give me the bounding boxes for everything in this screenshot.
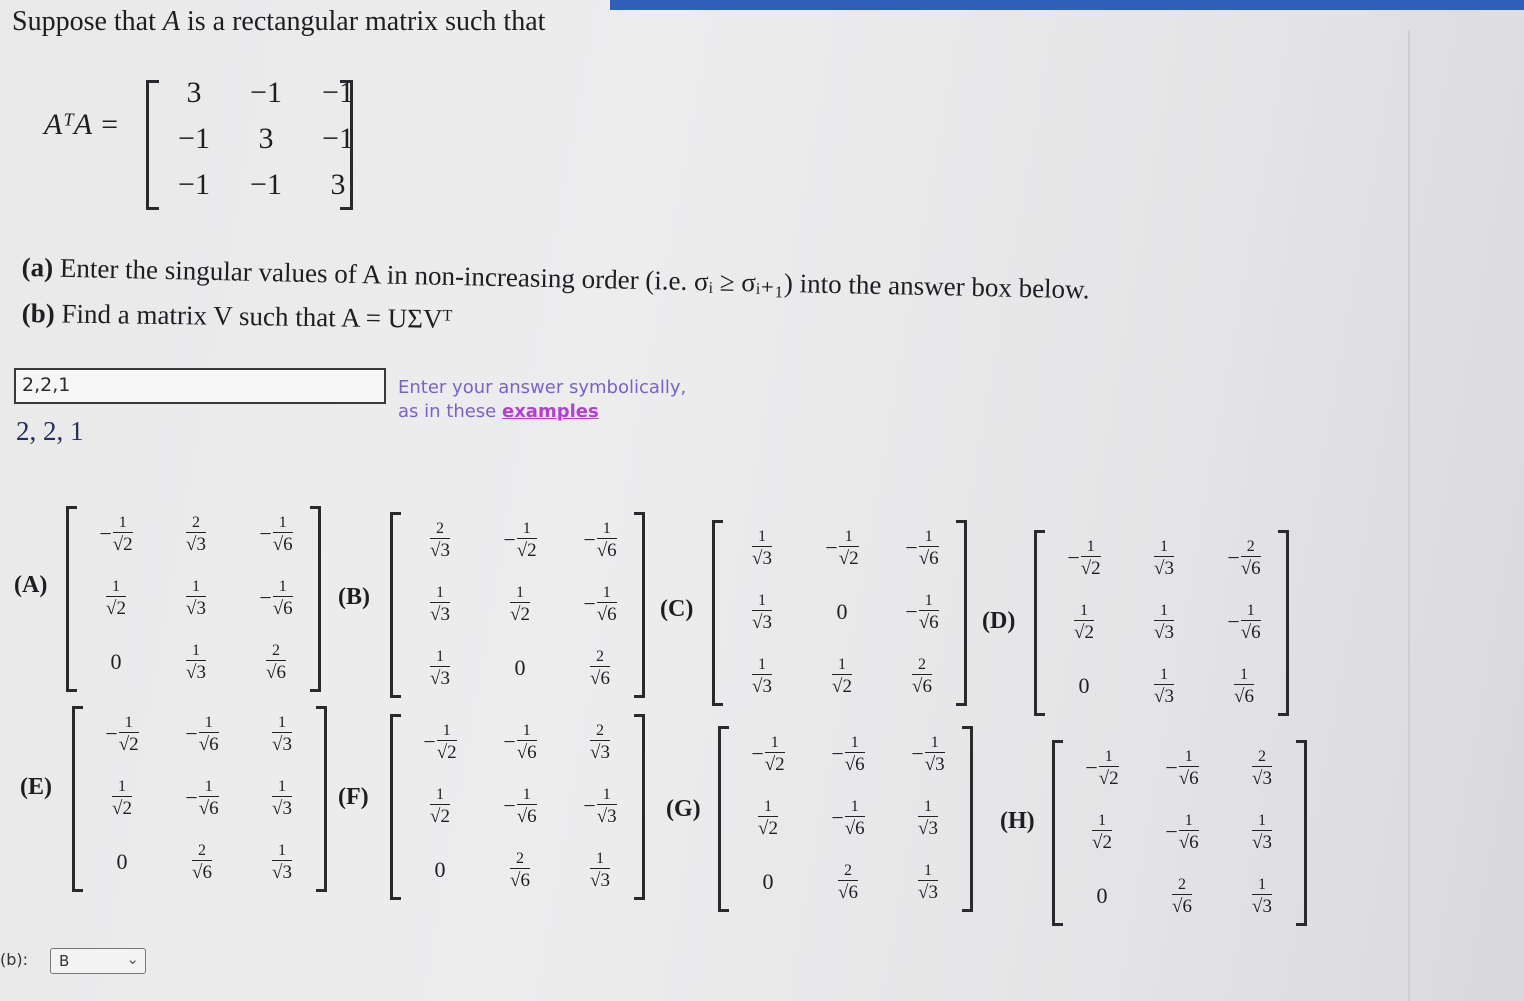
singular-values-input[interactable]: 2,2,1 [14,368,386,404]
matrix-entry: $\frac{1}{√2}$ [832,655,852,697]
matrix-entry: $\frac{2}{√6}$ [192,841,212,883]
matrix-entry: 0 [1096,883,1108,908]
option-label: (F) [338,784,369,810]
matrix-entry: 0 [1078,673,1090,698]
option-label: (B) [338,584,370,610]
matrix-entry: $\frac{1}{√3}$ [1154,537,1174,579]
ata-matrix [158,76,374,214]
matrix-entry: $\frac{1}{√3}$ [918,861,938,903]
matrix-entry: − $\frac{1}{√3}$ [583,785,617,827]
ata-cell: 3 [186,76,202,109]
matrix-entry: − $\frac{1}{√6}$ [831,733,865,775]
option-label: (G) [666,796,701,822]
matrix-entry: $\frac{2}{√6}$ [912,655,932,697]
answer-preview: 2, 2, 1 [16,416,84,446]
chevron-down-icon: ⌄ [126,950,139,968]
matrix-entry: 0 [762,869,774,894]
matrix-entry: 0 [110,649,122,674]
matrix-entry: − $\frac{1}{√2}$ [751,733,785,775]
answer-b-select[interactable]: B ⌄ [50,948,146,974]
matrix-entry: $\frac{1}{√2}$ [430,785,450,827]
matrix-entry: $\frac{1}{√3}$ [186,641,206,683]
option-label: (C) [660,596,694,622]
matrix-entry: − $\frac{1}{√2}$ [503,519,537,561]
ata-cell: 3 [330,168,346,201]
ata-cell: −1 [250,76,282,109]
answer-hint: Enter your answer symbolically, as in these examples [398,377,687,422]
matrix-entry: 0 [116,849,128,874]
matrix-entry: $\frac{1}{√3}$ [752,527,772,569]
matrix-entry: $\frac{1}{√2}$ [510,583,530,625]
matrix-entry: − $\frac{1}{√6}$ [905,591,939,633]
matrix-entry: $\frac{1}{√3}$ [430,583,450,625]
matrix-entry: − $\frac{1}{√2}$ [1067,537,1101,579]
examples-link[interactable]: examples [501,401,599,422]
ata-label: AᵀA = [44,108,120,141]
matrix-entry: $\frac{1}{√3}$ [1154,601,1174,643]
option-matrix [1044,526,1284,718]
matrix-entry: $\frac{1}{√3}$ [430,647,450,689]
matrix-entry: − $\frac{1}{√6}$ [503,785,537,827]
option-matrix [76,502,316,694]
matrix-entry: $\frac{2}{√6}$ [266,641,286,683]
ata-cell: −1 [178,122,210,155]
option-label: (E) [20,774,52,800]
option-matrix [400,508,640,700]
matrix-entry: − $\frac{1}{√6}$ [259,577,293,619]
matrix-entry: $\frac{1}{√2}$ [1092,811,1112,853]
matrix-entry: $\frac{2}{√3}$ [1252,747,1272,789]
ata-cell: −1 [322,76,354,109]
matrix-entry: 0 [514,655,526,680]
matrix-entry: $\frac{1}{√3}$ [752,655,772,697]
matrix-entry: $\frac{2}{√6}$ [510,849,530,891]
problem-intro: Suppose that A is a rectangular matrix such that [12,6,546,37]
matrix-entry: − $\frac{1}{√2}$ [99,513,133,555]
matrix-entry: − $\frac{1}{√2}$ [1085,747,1119,789]
matrix-entry: − $\frac{1}{√6}$ [503,721,537,763]
matrix-entry: $\frac{2}{√6}$ [590,647,610,689]
matrix-entry: $\frac{1}{√2}$ [112,777,132,819]
matrix-entry: − $\frac{1}{√2}$ [825,527,859,569]
matrix-entry: − $\frac{1}{√6}$ [185,777,219,819]
option-matrix [1062,736,1302,928]
matrix-entry: − $\frac{1}{√6}$ [185,713,219,755]
matrix-entry: $\frac{1}{√3}$ [752,591,772,633]
select-label: (b): [0,950,29,969]
matrix-entry: $\frac{2}{√3}$ [590,721,610,763]
matrix-entry: − $\frac{1}{√6}$ [831,797,865,839]
matrix-entry: − $\frac{2}{√6}$ [1227,537,1261,579]
option-label: (A) [14,572,48,598]
option-label: (D) [982,608,1016,634]
matrix-entry: − $\frac{1}{√6}$ [259,513,293,555]
matrix-entry: $\frac{1}{√3}$ [918,797,938,839]
matrix-entry: $\frac{1}{√3}$ [1252,811,1272,853]
option-matrix [722,516,962,708]
matrix-entry: − $\frac{1}{√6}$ [1227,601,1261,643]
matrix-entry: $\frac{2}{√6}$ [1172,875,1192,917]
matrix-entry: 0 [434,857,446,882]
matrix-entry: $\frac{1}{√2}$ [758,797,778,839]
matrix-entry: $\frac{1}{√2}$ [106,577,126,619]
matrix-entry: $\frac{1}{√2}$ [1074,601,1094,643]
matrix-entry: − $\frac{1}{√2}$ [105,713,139,755]
ata-cell: −1 [178,168,210,201]
matrix-entry: $\frac{1}{√3}$ [1252,875,1272,917]
matrix-entry: $\frac{2}{√6}$ [838,861,858,903]
page-edge [1408,30,1410,1001]
matrix-entry: 0 [836,599,848,624]
matrix-entry: − $\frac{1}{√6}$ [1165,747,1199,789]
matrix-entry: $\frac{1}{√3}$ [186,577,206,619]
matrix-entry: $\frac{1}{√3}$ [272,841,292,883]
option-label: (H) [1000,808,1035,834]
option-matrix [400,710,640,902]
part-b: (b) Find a matrix V such that A = UΣVᵀ [21,298,453,335]
top-accent-bar [610,0,1524,10]
matrix-entry: $\frac{2}{√3}$ [186,513,206,555]
matrix-entry: $\frac{2}{√3}$ [430,519,450,561]
matrix-entry: − $\frac{1}{√6}$ [1165,811,1199,853]
matrix-entry: $\frac{1}{√3}$ [1154,665,1174,707]
ata-cell: −1 [250,168,282,201]
matrix-entry: $\frac{1}{√3}$ [272,777,292,819]
ata-cell: 3 [258,122,274,155]
matrix-entry: $\frac{1}{√3}$ [272,713,292,755]
ata-cell: −1 [322,122,354,155]
matrix-entry: − $\frac{1}{√6}$ [583,519,617,561]
matrix-entry: − $\frac{1}{√3}$ [911,733,945,775]
matrix-entry: − $\frac{1}{√6}$ [583,583,617,625]
matrix-entry: $\frac{1}{√3}$ [590,849,610,891]
part-a: (a) Enter the singular values of A in non-increasing order (i.e. σᵢ ≥ σᵢ₊₁) into the answer box below. [21,252,1090,305]
matrix-entry: $\frac{1}{√6}$ [1234,665,1254,707]
matrix-entry: − $\frac{1}{√6}$ [905,527,939,569]
option-matrix [728,722,968,914]
option-matrix [82,702,322,894]
matrix-entry: − $\frac{1}{√2}$ [423,721,457,763]
